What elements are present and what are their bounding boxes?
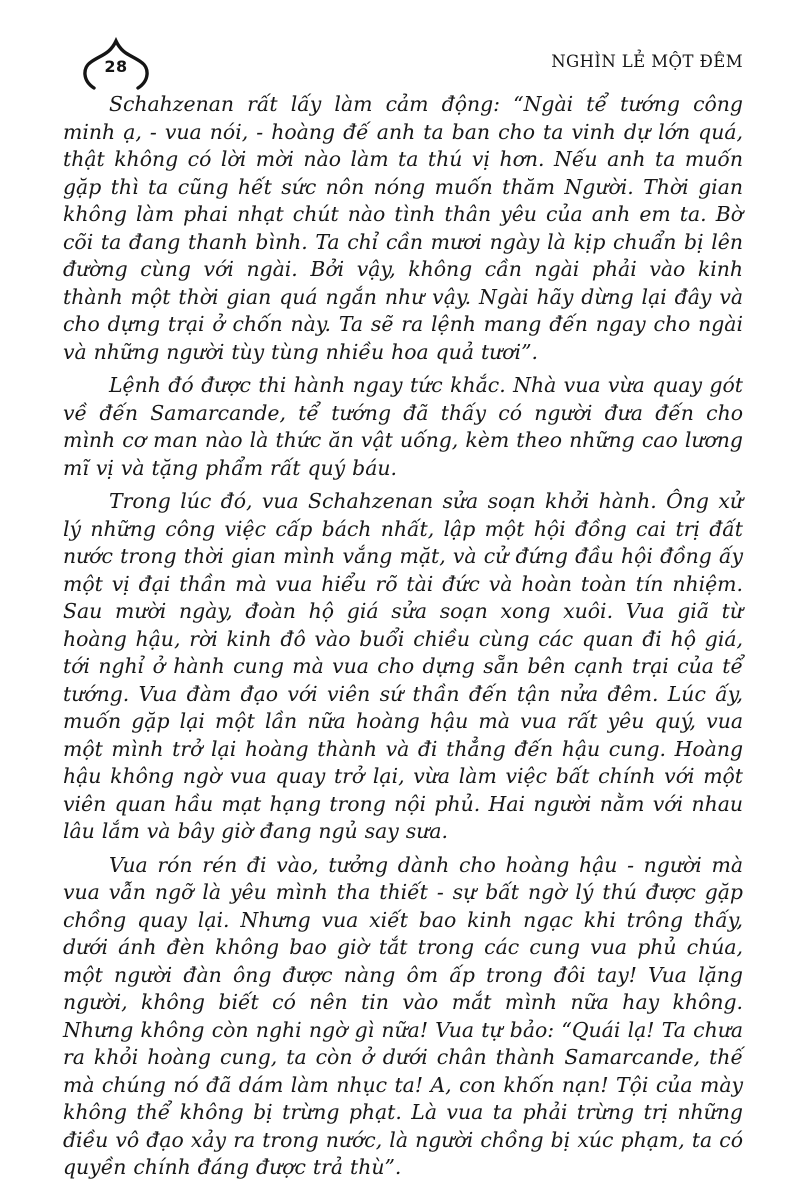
paragraph: Trong lúc đó, vua Schahzenan sửa soạn khởi hành. Ông xử lý những công việc cấp bách nhất, lập một hội đồng cai trị đất nước trong thời gian mình vắng mặt, và cử đứng đầu hội đồng ấy một vị đại thần mà vua hiểu rõ tài đức và hoàn toàn tín nhiệm. Sau mười ngày, đoàn hộ giá sửa soạn xong xuôi. Vua giã từ hoàng hậu, rời kinh đô vào buổi chiều cùng các quan đi hộ giá, tới nghỉ ở hành cung mà vua cho dựng sẵn bên cạnh trại của tể tướng. Vua đàm đạo với viên sứ thần đến tận nửa đêm. Lúc ấy, muốn gặp lại một lần nữa hoàng hậu mà vua rất yêu quý, vua một mình trở lại hoàng thành và đi thẳng đến hậu cung. Hoàng hậu không ngờ vua quay trở lại, vừa làm việc bất chính với một viên quan hầu mạt hạng trong nội phủ. Hai người nằm với nhau lâu lắm và bây giờ đang ngủ say sưa.	[63, 489, 743, 843]
page-number: 28	[104, 57, 128, 76]
page-header	[0, 0, 800, 96]
paragraph: Schahzenan rất lấy làm cảm động: “Ngài tể tướng công minh ạ, - vua nói, - hoàng đế anh ta ban cho ta vinh dự lớn quá, thật không có lời mời nào làm ta thú vị hơn. Nếu anh ta muốn gặp thì ta cũng hết sức nôn nóng muốn thăm Người. Thời gian không làm phai nhạt chút nào tình thân yêu của anh em ta. Bờ cõi ta đang thanh bình. Ta chỉ cần mươi ngày là kịp chuẩn bị lên đường cùng với ngài. Bởi vậy, không cần ngài phải vào kinh thành một thời gian quá ngắn như vậy. Ngài hãy dừng lại đây và cho dựng trại ở chốn này. Ta sẽ ra lệnh mang đến ngay cho ngài và những người tùy tùng nhiều hoa quả tươi”.	[63, 92, 743, 364]
running-header-title: NGHÌN LẺ MỘT ĐÊM	[551, 52, 743, 71]
page-number-badge	[79, 37, 153, 93]
paragraph: Lệnh đó được thi hành ngay tức khắc. Nhà vua vừa quay gót về đến Samarcande, tể tướng đã thấy có người đưa đến cho mình cơ man nào là thức ăn vật uống, kèm theo những cao lương mĩ vị và tặng phẩm rất quý báu.	[63, 373, 743, 480]
body-text-block	[63, 91, 743, 1188]
paragraph: Vua rón rén đi vào, tưởng dành cho hoàng hậu - người mà vua vẫn ngỡ là yêu mình tha thiết - sự bất ngờ lý thú được gặp chồng quay lại. Nhưng vua xiết bao kinh ngạc khi trông thấy, dưới ánh đèn không bao giờ tắt trong các cung vua phủ chúa, một người đàn ông được nàng ôm ấp trong đôi tay! Vua lặng người, không biết có nên tin vào mắt mình nữa hay không. Nhưng không còn nghi ngờ gì nữa! Vua tự bảo: “Quái lạ! Ta chưa ra khỏi hoàng cung, ta còn ở dưới chân thành Samarcande, thế mà chúng nó đã dám làm nhục ta! A, con khốn nạn! Tội của mày không thể không bị trừng phạt. Là vua ta phải trừng trị những điều vô đạo xảy ra trong nước, là người chồng bị xúc phạm, ta có quyền chính đáng được trả thù”.	[63, 852, 743, 1179]
